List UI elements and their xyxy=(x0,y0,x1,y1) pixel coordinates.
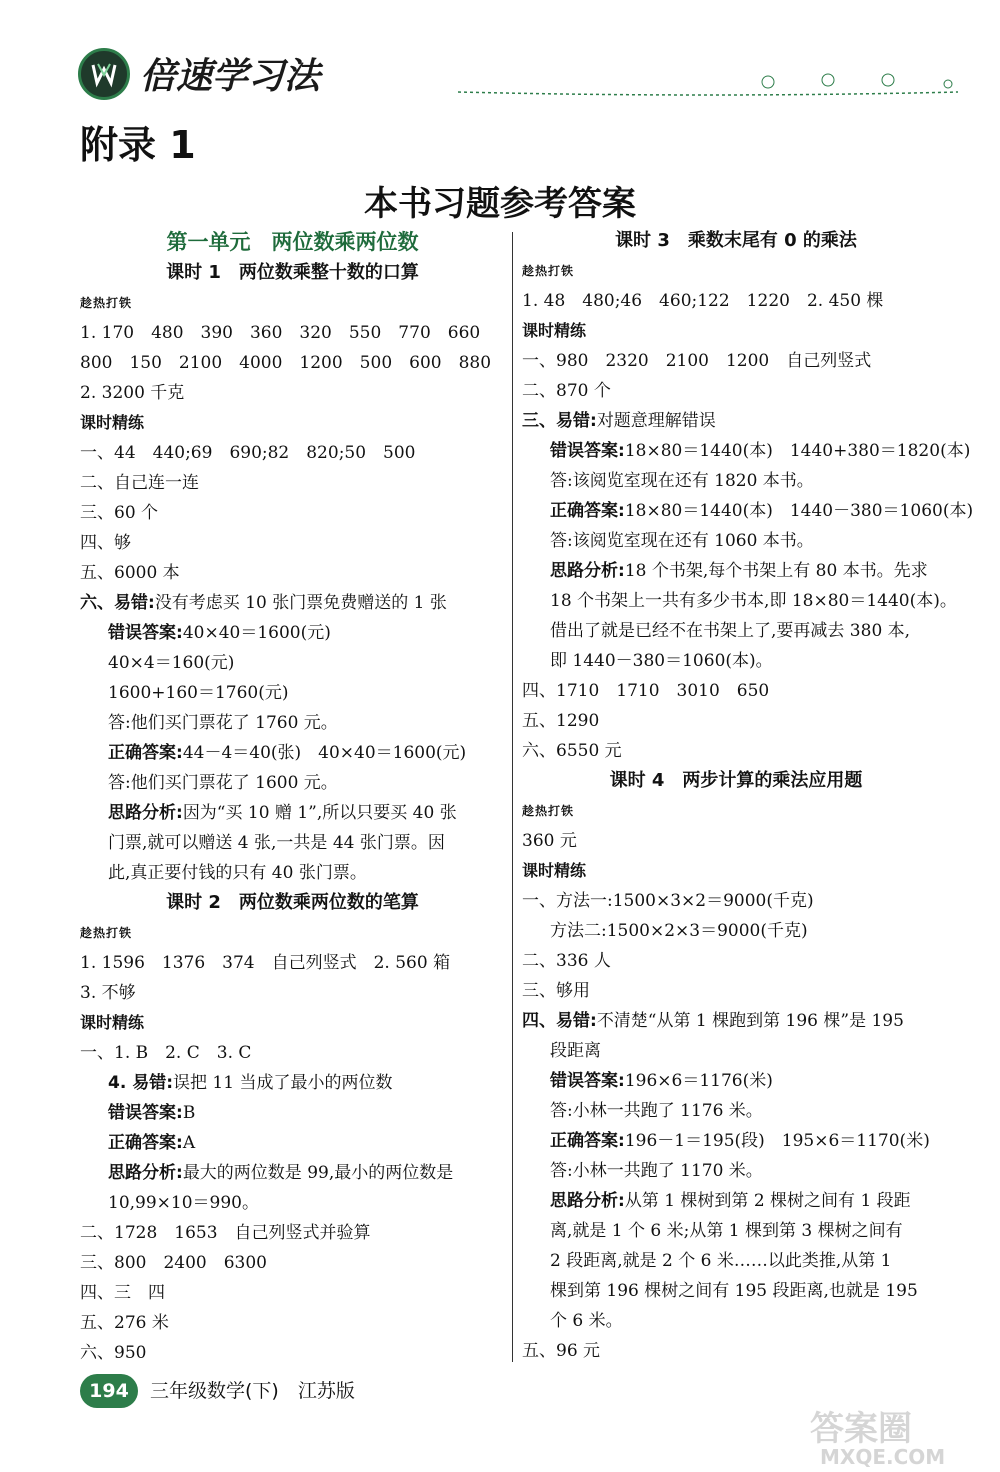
answer-line: 六、950 xyxy=(80,1343,147,1363)
brand-title: 倍速学习法 xyxy=(140,56,321,97)
answer-line xyxy=(80,1128,505,1158)
answer-line: 答:他们买门票花了 1600 元。 xyxy=(108,773,338,793)
section-tag: 趁热打铁 xyxy=(522,804,575,818)
section-tag: 趁热打铁 xyxy=(522,264,575,278)
answer-line: 借出了就是已经不在书架上了,要再减去 380 本, xyxy=(550,621,911,641)
answer-line: 五、276 米 xyxy=(80,1313,169,1333)
right-column xyxy=(522,226,974,1366)
answer-line: 个 6 米。 xyxy=(550,1311,623,1331)
answer-key-label: 错误答案: xyxy=(550,441,625,461)
answer-line: 五、96 元 xyxy=(522,1341,601,1361)
answer-key-label: 正确答案: xyxy=(108,1133,183,1153)
answer-key-label: 思路分析: xyxy=(108,1163,183,1183)
watermark-text: 答案圈 xyxy=(810,1409,912,1449)
answer-text: 对题意理解错误 xyxy=(596,411,716,431)
answer-key-label: 正确答案: xyxy=(550,1131,625,1151)
answer-key-label: 思路分析: xyxy=(550,1191,625,1211)
answer-text: 18×80＝1440(本) 1440+380＝1820(本) xyxy=(624,441,971,461)
answer-key-label: 错误答案: xyxy=(550,1071,625,1091)
answer-key-label: 三、易错: xyxy=(522,411,597,431)
answer-key-label: 正确答案: xyxy=(550,501,625,521)
answer-line: 答:该阅览室现在还有 1820 本书。 xyxy=(550,471,814,491)
answer-line: 四、够 xyxy=(80,533,131,553)
answer-line: 四、三 四 xyxy=(80,1283,165,1303)
lesson-heading: 课时 4 两步计算的乘法应用题 xyxy=(609,770,863,791)
answer-line xyxy=(80,738,505,768)
column-divider xyxy=(512,232,513,1362)
answer-line: 3. 不够 xyxy=(80,983,136,1003)
answer-text: 因为“买 10 赠 1”,所以只要买 40 张 xyxy=(182,803,457,823)
answer-text: 从第 1 棵树到第 2 棵树之间有 1 段距 xyxy=(624,1191,911,1211)
answer-line: 答:该阅览室现在还有 1060 本书。 xyxy=(550,531,814,551)
answer-line: 一、方法一:1500×3×2＝9000(千克) xyxy=(522,891,814,911)
answer-line xyxy=(522,1066,950,1096)
answer-line xyxy=(80,1158,505,1188)
answer-line: 答:小林一共跑了 1170 米。 xyxy=(550,1161,763,1181)
section-tag: 趁热打铁 xyxy=(80,296,133,310)
page-title: 本书习题参考答案 xyxy=(364,184,636,224)
answer-line xyxy=(522,406,950,436)
answer-line: 离,就是 1 个 6 米;从第 1 棵到第 3 棵树之间有 xyxy=(550,1221,903,1241)
answer-line: 360 元 xyxy=(522,831,577,851)
answer-line: 即 1440－380＝1060(本)。 xyxy=(550,651,773,671)
answer-key-label: 正确答案: xyxy=(108,743,183,763)
section-tag: 趁热打铁 xyxy=(80,926,133,940)
book-logo-icon xyxy=(78,48,130,100)
answer-text: 196－1＝195(段) 195×6＝1170(米) xyxy=(624,1131,930,1151)
answer-line xyxy=(522,1186,950,1216)
decorative-curve-icon xyxy=(458,62,958,102)
answer-line: 四、1710 1710 3010 650 xyxy=(522,681,770,701)
page-number: 194 xyxy=(80,1374,138,1408)
answer-line: 方法二:1500×2×3＝9000(千克) xyxy=(550,921,808,941)
answer-key-label: 四、易错: xyxy=(522,1011,597,1031)
answer-line: 1600+160＝1760(元) xyxy=(108,683,289,703)
answer-line xyxy=(80,588,505,618)
answer-line: 1. 48 480;46 460;122 1220 2. 450 棵 xyxy=(522,291,884,311)
answer-line: 三、800 2400 6300 xyxy=(80,1253,267,1273)
answer-line xyxy=(522,436,971,466)
answer-text: A xyxy=(182,1133,196,1153)
section-heading: 课时精练 xyxy=(80,1013,145,1032)
watermark-logo xyxy=(800,1400,990,1468)
answer-line: 1. 170 480 390 360 320 550 770 660 xyxy=(80,323,481,343)
answer-key-label: 思路分析: xyxy=(108,803,183,823)
section-heading: 课时精练 xyxy=(522,861,587,880)
answer-key-label: 思路分析: xyxy=(550,561,625,581)
answer-text: 196×6＝1176(米) xyxy=(624,1071,773,1091)
answer-line: 1. 1596 1376 374 自己列竖式 2. 560 箱 xyxy=(80,953,451,973)
answer-key-label: 错误答案: xyxy=(108,623,183,643)
answer-line xyxy=(80,798,505,828)
answer-key-label: 4. 易错: xyxy=(108,1073,174,1093)
answer-line: 三、60 个 xyxy=(80,503,159,523)
answer-text: 44－4＝40(张) 40×40＝1600(元) xyxy=(182,743,467,763)
answer-line: 答:他们买门票花了 1760 元。 xyxy=(108,713,338,733)
answer-line: 二、870 个 xyxy=(522,381,611,401)
lesson-heading: 课时 3 乘数末尾有 0 的乘法 xyxy=(615,230,857,251)
answer-line xyxy=(80,1098,505,1128)
answer-line xyxy=(522,1126,950,1156)
answer-line: 一、1. B 2. C 3. C xyxy=(80,1043,252,1063)
answer-text: 18 个书架,每个书架上有 80 本书。先求 xyxy=(624,561,928,581)
answer-line: 答:小林一共跑了 1176 米。 xyxy=(550,1101,763,1121)
answer-line: 二、336 人 xyxy=(522,951,611,971)
lesson-heading: 课时 2 两位数乘两位数的笔算 xyxy=(166,892,419,913)
answer-line: 一、980 2320 2100 1200 自己列竖式 xyxy=(522,351,872,371)
answer-text: 误把 11 当成了最小的两位数 xyxy=(173,1073,393,1093)
answer-line: 一、44 440;69 690;82 820;50 500 xyxy=(80,443,416,463)
answer-key-label: 错误答案: xyxy=(108,1103,183,1123)
answer-line: 此,真正要付钱的只有 40 张门票。 xyxy=(108,863,367,883)
answer-key-label: 六、易错: xyxy=(80,593,155,613)
left-column xyxy=(80,226,505,1368)
answer-text: 没有考虑买 10 张门票免费赠送的 1 张 xyxy=(154,593,447,613)
answer-line xyxy=(80,1068,505,1098)
page-header xyxy=(78,42,958,102)
section-heading: 课时精练 xyxy=(522,321,587,340)
book-info: 三年级数学(下) 江苏版 xyxy=(150,1380,355,1402)
lesson-heading: 课时 1 两位数乘整十数的口算 xyxy=(166,262,419,283)
answer-text: 40×40＝1600(元) xyxy=(182,623,331,643)
answer-line xyxy=(522,556,950,586)
answer-text: 18×80＝1440(本) 1440－380＝1060(本) xyxy=(624,501,974,521)
answer-line: 2. 3200 千克 xyxy=(80,383,185,403)
appendix-title: 附录 1 xyxy=(80,123,196,167)
answer-line: 六、6550 元 xyxy=(522,741,622,761)
watermark-url: MXQE.COM xyxy=(820,1445,946,1468)
answer-line: 五、1290 xyxy=(522,711,600,731)
answer-line xyxy=(522,1006,950,1036)
answer-line: 二、自己连一连 xyxy=(80,473,199,493)
answer-line: 三、够用 xyxy=(522,981,590,1001)
answer-line: 800 150 2100 4000 1200 500 600 880 xyxy=(80,353,492,373)
answer-line: 棵到第 196 棵树之间有 195 段距离,也就是 195 xyxy=(550,1281,918,1301)
answer-text: 最大的两位数是 99,最小的两位数是 xyxy=(182,1163,454,1183)
answer-text: B xyxy=(182,1103,196,1123)
answer-line: 门票,就可以赠送 4 张,一共是 44 张门票。因 xyxy=(108,833,445,853)
answer-line: 二、1728 1653 自己列竖式并验算 xyxy=(80,1223,371,1243)
answer-line: 18 个书架上一共有多少书本,即 18×80＝1440(本)。 xyxy=(550,591,957,611)
unit-heading: 第一单元 两位数乘两位数 xyxy=(166,230,419,254)
answer-line xyxy=(80,618,505,648)
answer-text: 不清楚“从第 1 棵跑到第 196 棵”是 195 xyxy=(596,1011,904,1031)
answer-line: 段距离 xyxy=(550,1041,601,1061)
answer-line: 五、6000 本 xyxy=(80,563,180,583)
answer-line: 10,99×10＝990。 xyxy=(108,1193,259,1213)
answer-line xyxy=(522,496,974,526)
answer-line: 40×4＝160(元) xyxy=(108,653,235,673)
answer-line: 2 段距离,就是 2 个 6 米……以此类推,从第 1 xyxy=(550,1251,892,1271)
section-heading: 课时精练 xyxy=(80,413,145,432)
